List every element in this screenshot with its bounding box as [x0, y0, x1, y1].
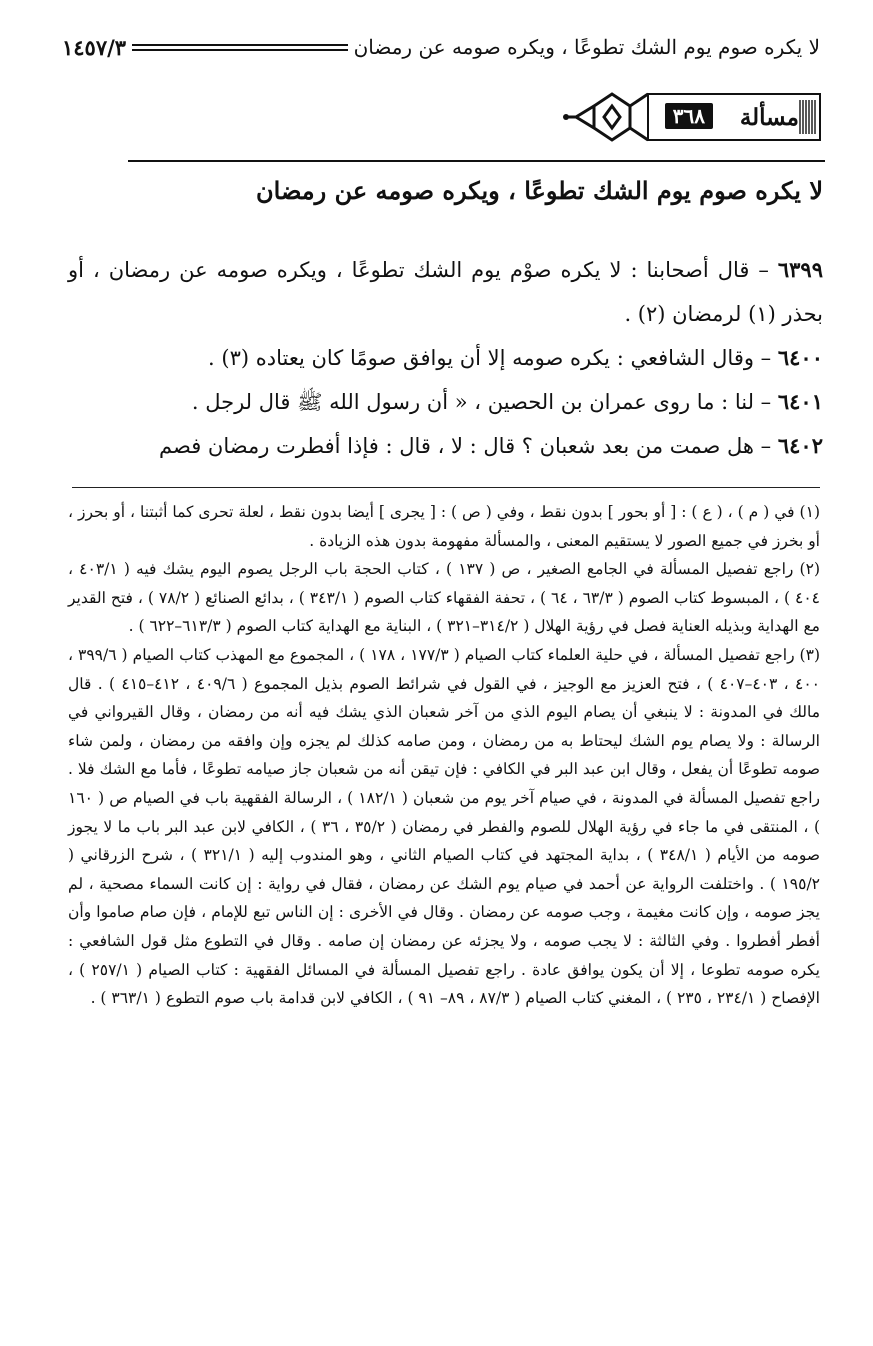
paragraph-text: – وقال الشافعي : يكره صومه إلا أن يوافق صومًا كان يعتاده (٣) . [208, 346, 772, 370]
footnote: (٢) راجع تفصيل المسألة في الجامع الصغير ، ص ( ١٣٧ ) ، كتاب الحجة باب الرجل يصوم اليوم يشك فيه ( ٤٠٣/١ ، ٤٠٤ ) ، المبسوط كتاب الصوم ( ٦٣/٣ ، ٦٤ ) ، تحفة الفقهاء كتاب الصوم ( ٣٤٣/١ ) ، بدائع الصنائع ( ٧٨/٢ ) ، فتح القدير مع الهداية وبذيله العناية فصل في رؤية الهلال ( ٣١٤/٢–٣٢١ ) ، البناية مع الهداية كتاب الصوم ( ٦١٣/٣–٦٢٢ ) . [68, 560, 820, 636]
paragraph-number: ٦٣٩٩ [777, 257, 823, 282]
page-number: ١٤٥٧/٣ [62, 34, 127, 60]
paragraph [68, 336, 823, 380]
running-header-title: لا يكره صوم يوم الشك تطوعًا ، ويكره صومه عن رمضان [353, 35, 820, 59]
issue-number: ٣٦٨ [665, 103, 713, 129]
paragraph-number: ٦٤٠١ [777, 389, 823, 414]
footnote-separator [72, 487, 820, 488]
paragraph [68, 248, 823, 336]
heading-rule [128, 160, 825, 162]
paragraph-text: – لنا : ما روى عمران بن الحصين ، « أن رسول الله ﷺ قال لرجل . [191, 390, 772, 414]
paragraph [68, 424, 823, 468]
section-heading: لا يكره صوم يوم الشك تطوعًا ، ويكره صومه عن رمضان [256, 176, 823, 205]
issue-banner [560, 86, 825, 154]
paragraph [68, 380, 823, 424]
running-header [62, 30, 820, 64]
main-text [68, 248, 823, 468]
header-rule [132, 44, 348, 51]
footnote: (١) في ( م ) ، ( ع ) : [ أو بحور ] بدون نقط ، وفي ( ص ) : [ يجرى ] أيضا بدون نقط ، لعلة تحرى كما أثبتنا ، أو بحرز ، أو بخرز في جميع الصور لا يستقيم المعنى ، والمسألة مفهومة بدون هذه الزيادة . [68, 503, 820, 550]
paragraph-text: – هل صمت من بعد شعبان ؟ قال : لا ، قال : فإذا أفطرت رمضان فصم [159, 434, 772, 458]
footnotes [68, 498, 820, 1013]
paragraph-number: ٦٤٠٢ [777, 433, 823, 458]
footnote: (٣) راجع تفصيل المسألة ، في حلية العلماء كتاب الصيام ( ١٧٧/٣ ، ١٧٨ ) ، المجموع مع المهذب كتاب الصيام ( ٣٩٩/٦ ، ٤٠٠ ، ٤٠٣–٤٠٧ ) ، فتح العزيز مع الوجيز ، في القول في شرائط الصوم بذيل المجموع ( ٤٠٩/٦ ، ٤١٢–٤١٥ ) . قال مالك في المدونة : لا ينبغي أن يصام اليوم الذي من آخر شعبان الذي يشك فيه أنه من رمضان ، وقال القيرواني في الرسالة : ولا يصام يوم الشك ليحتاط به من رمضان ، ومن صامه كذلك لم يجزه وإن وافقه من رمضان ، ولمن شاء صومه تطوعًا أن يفعل ، وقال ابن عبد البر في الكافي : فإن تيقن أنه من شعبان جاز صيامه تطوعًا ، فأما مع الشك فلا . راجع تفصيل المسألة في المدونة ، في صيام آخر يوم من شعبان ( ١٨٢/١ ) ، الرسالة الفقهية باب في الصيام ص ( ١٦٠ ) ، المنتقى في ما جاء في رؤية الهلال للصوم والفطر في رمضان ( ٣٥/٢ ، ٣٦ ) ، الكافي لابن عبد البر باب ما لا يجوز صومه من الأيام ( ٣٤٨/١ ) ، بداية المجتهد في كتاب الصيام الثاني ، وهو المندوب إليه ( ٣٢١/١ ) ، شرح الزرقاني ( ١٩٥/٢ ) . واختلفت الرواية عن أحمد في صيام يوم الشك عن رمضان ، فقال في رواية : إن كانت السماء مصحية ، لم يجز صومه ، وإن كانت مغيمة ، وجب صومه عن رمضان . وقال في الأخرى : إن الناس تبع للإمام ، فإن صام صاموا وأن أفطر أفطروا . وفي الثالثة : لا يجب صومه ، ولا يجزئه عن رمضان إن صامه . وقال في التطوع مثل قول الشافعي : يكره صومه تطوعا ، إلا أن يكون يوافق عادة . راجع تفصيل المسألة في المسائل الفقهية : كتاب الصيام ( ٢٥٧/١ ) ، الإفصاح ( ٢٣٤/١ ، ٢٣٥ ) ، المغني كتاب الصيام ( ٨٧/٣ ، ٨٩– ٩١ ) ، الكافي لابن قدامة باب صوم التطوع ( ٣٦٣/١ ) . [68, 645, 821, 1008]
paragraph-text: – قال أصحابنا : لا يكره صوْم يوم الشك تطوعًا ، ويكره صومه عن رمضان ، أو بحذر (١) لرمضان (٢) . [68, 258, 823, 326]
paragraph-number: ٦٤٠٠ [777, 345, 823, 370]
issue-label: مسألة [739, 104, 799, 131]
